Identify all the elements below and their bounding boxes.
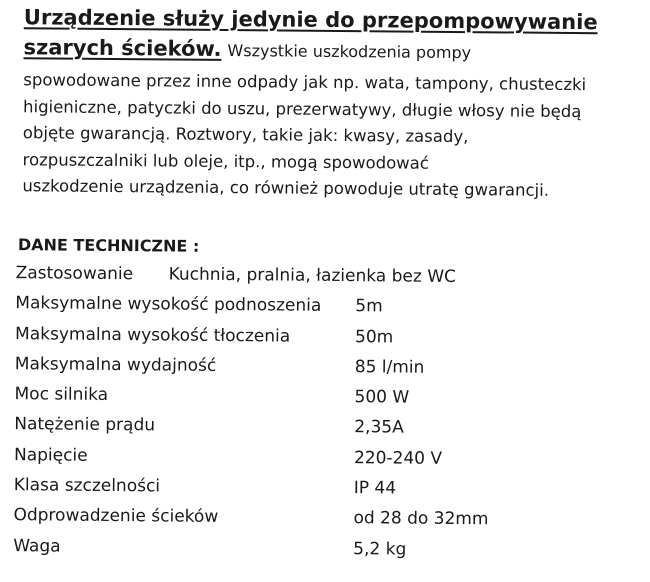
spec-value: 2,35A [354, 417, 404, 439]
spec-label: Napięcie [13, 444, 88, 466]
intro-text-line: higieniczne, patyczki do uszu, prezerwatywy, długie włosy nie będą [22, 96, 582, 121]
intro-line-2 [23, 32, 623, 71]
spec-value: 50m [354, 326, 394, 348]
specs-table [13, 258, 626, 566]
spec-label: Moc silnika [14, 384, 109, 406]
intro-text-line: spowodowane przez inne odpady jak np. wata, tampony, chusteczki [23, 70, 587, 95]
spec-label: Maksymalna wysokość tłoczenia [15, 323, 291, 347]
spec-value: 85 l/min [354, 357, 425, 378]
spec-label: Natężenie prądu [14, 414, 156, 436]
spec-value: 220-240 V [353, 447, 443, 469]
heading-line-1: Urządzenie służy jedynie do przepompowywanie [23, 5, 598, 35]
spec-value: 500 W [354, 387, 410, 408]
specs-title: DANE TECHNICZNE : [17, 235, 200, 256]
spec-label: Maksymalne wysokość podnoszenia [15, 293, 322, 317]
spec-label: Waga [13, 535, 61, 557]
intro-line-2-rest: Wszystkie uszkodzenia pompy [227, 40, 472, 63]
spec-label: Zastosowanie [15, 263, 134, 285]
spec-row [13, 531, 623, 567]
intro-text-line: uszkodzenie urządzenia, co również powoduje utratę gwarancji. [22, 176, 550, 200]
spec-value: IP 44 [353, 478, 397, 499]
intro-text-line: rozpuszczalniki lub oleje, itp., mogą spowodować [22, 149, 429, 173]
spec-label: Odprowadzenie ścieków [13, 505, 219, 528]
spec-value: od 28 do 32mm [353, 508, 489, 530]
spec-value: 5m [355, 296, 383, 317]
spec-label: Klasa szczelności [13, 475, 161, 497]
spec-value: 5,2 kg [353, 538, 407, 560]
spec-value: Kuchnia, pralnia, łazienka bez WC [168, 264, 457, 287]
intro-text-line: objęte gwarancją. Roztwory, takie jak: kwasy, zasady, [22, 123, 469, 147]
spec-label: Maksymalna wydajność [14, 354, 217, 376]
heading-line-2: szarych ścieków. [23, 35, 222, 61]
intro-section [22, 2, 624, 205]
